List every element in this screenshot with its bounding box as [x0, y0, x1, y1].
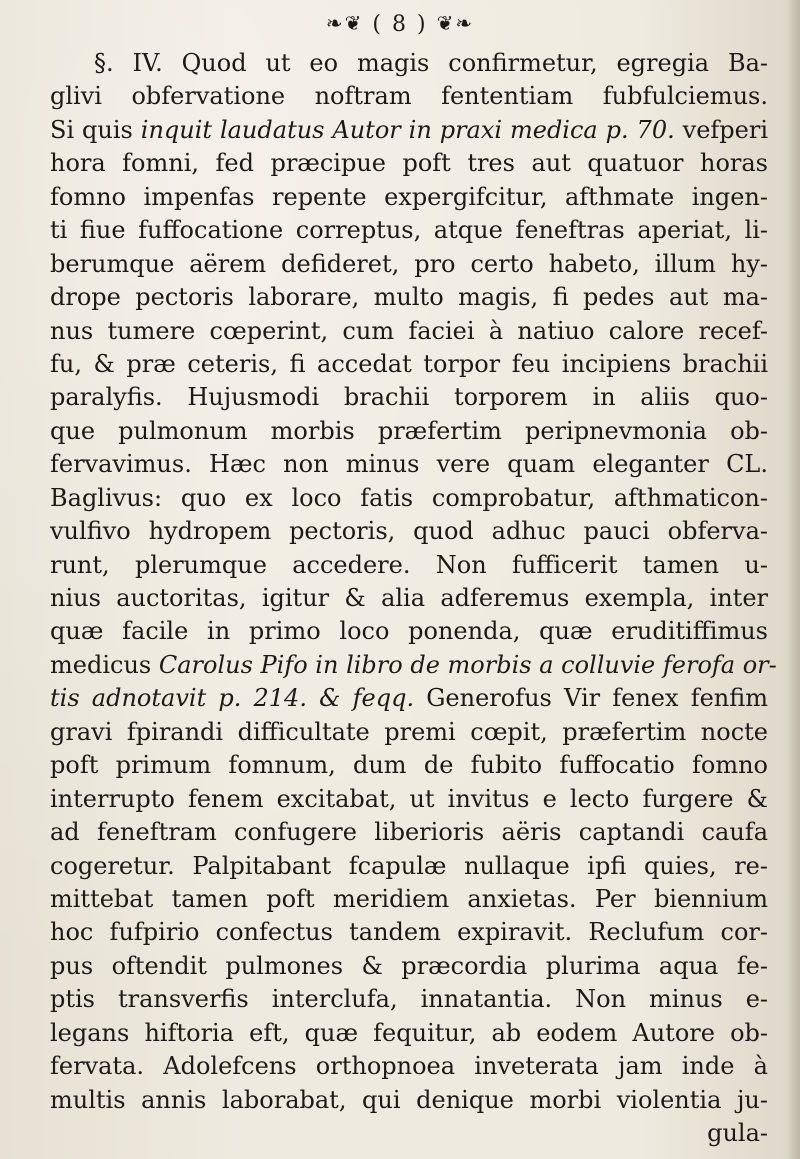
italic-segment: Carolus Pifo in libro de morbis a colluvie ferofa or- — [158, 650, 777, 679]
text-line — [50, 114, 768, 147]
text-segment: nius auctoritas, igitur & alia adferemus exempla, inter — [50, 584, 768, 612]
text-segment: fervavimus. Hæc non minus vere quam eleganter CL. — [50, 450, 768, 479]
text-line — [50, 549, 768, 582]
text-segment: gula- — [707, 1119, 768, 1147]
text-segment: fervata. Adolefcens orthopnoea inveterata jam inde à — [50, 1052, 768, 1081]
text-segment: mittebat tamen poft meridiem anxietas. Per biennium — [50, 884, 768, 913]
text-segment: Si quis — [50, 115, 141, 144]
text-line — [50, 1084, 768, 1117]
text-line — [50, 582, 768, 615]
text-line — [50, 816, 768, 849]
text-segment: ti fiue fuffocatione correptus, atque feneftras aperiat, li- — [50, 216, 768, 245]
text-line — [50, 315, 768, 348]
text-line — [50, 448, 768, 481]
text-segment: que pulmonum morbis præfertim peripnevmonia ob- — [50, 416, 768, 445]
text-segment: hora fomni, fed præcipue poft tres aut quatuor horas — [50, 149, 768, 178]
text-line — [50, 415, 768, 448]
text-line — [50, 983, 768, 1016]
text-segment: fu, & præ ceteris, fi accedat torpor feu incipiens brachii — [50, 349, 768, 378]
text-segment: berumque aërem defideret, pro certo habeto, illum hy- — [50, 249, 768, 278]
text-segment: ptis transverfis interclufa, innatantia. Non minus e- — [50, 985, 768, 1014]
text-line — [50, 281, 768, 314]
page-header — [0, 12, 800, 37]
text-line — [50, 47, 768, 80]
text-line — [50, 615, 768, 648]
text-line — [50, 248, 768, 281]
text-line — [50, 1017, 768, 1050]
text-segment: glivi obfervatione noftram fententiam fubfulciemus. — [50, 82, 768, 111]
text-segment: vulfivo hydropem pectoris, quod adhuc pauci obferva- — [50, 517, 768, 546]
text-segment: quæ facile in primo loco ponenda, quæ eruditiffimus — [50, 617, 768, 646]
text-segment: vefperi — [674, 115, 768, 144]
italic-segment: tis adnotavit p. 214. & feqq. — [50, 684, 415, 713]
ornament-right-icon: ❦❧ — [436, 11, 475, 35]
page-number: ( 8 ) — [372, 12, 428, 37]
text-line — [50, 649, 777, 682]
text-line — [50, 916, 768, 949]
text-segment: legans hiftoria eft, quæ fequitur, ab eodem Autore ob- — [50, 1018, 768, 1047]
text-segment: paralyfis. Hujusmodi brachii torporem in aliis quo- — [50, 383, 768, 412]
body-text — [50, 47, 777, 1150]
text-line — [50, 348, 768, 381]
text-segment: poft primum fomnum, dum de fubito fuffocatio fomno — [50, 751, 768, 780]
text-line — [50, 381, 768, 414]
text-segment: interrupto fenem excitabat, ut invitus e lecto furgere & — [50, 784, 768, 813]
text-segment: runt, plerumque accedere. Non fufficerit tamen u- — [50, 550, 768, 579]
text-line — [50, 682, 768, 715]
page-edge-shadow — [786, 0, 800, 1159]
text-segment: §. IV. Quod ut eo magis confirmetur, egregia Ba- — [94, 49, 768, 77]
text-segment: Generofus Vir fenex fenfim — [414, 684, 768, 713]
text-line — [50, 515, 768, 548]
text-line — [50, 883, 768, 916]
text-line — [50, 482, 768, 515]
text-line — [50, 749, 768, 782]
text-line — [50, 1050, 768, 1083]
text-line — [50, 716, 768, 749]
text-segment: gravi fpirandi difficultate premi cœpit, præfertim nocte — [50, 717, 768, 746]
text-segment: cogeretur. Palpitabant fcapulæ nullaque ipfi quies, re- — [50, 851, 768, 880]
text-segment: hoc fufpirio confectus tandem expiravit. Reclufum cor- — [50, 918, 768, 947]
text-line — [50, 850, 768, 883]
text-line — [50, 950, 768, 983]
text-line — [50, 1117, 768, 1150]
text-segment: drope pectoris laborare, multo magis, fi pedes aut ma- — [50, 283, 768, 312]
text-line — [50, 214, 768, 247]
text-segment: pus oftendit pulmones & præcordia plurima aqua fe- — [50, 951, 768, 980]
text-line — [50, 783, 768, 816]
text-segment: Baglivus: quo ex loco fatis comprobatur, afthmaticon- — [50, 483, 768, 512]
text-segment: fomno impenfas repente expergifcitur, afthmate ingen- — [50, 182, 768, 211]
text-line — [50, 80, 768, 113]
text-line — [50, 181, 768, 214]
ornament-left-icon: ❧❦ — [325, 11, 364, 35]
text-segment: medicus — [50, 650, 159, 679]
italic-segment: inquit laudatus Autor in praxi medica p. 70. — [140, 115, 675, 144]
text-segment: multis annis laborabat, qui denique morbi violentia ju- — [50, 1085, 768, 1114]
text-segment: nus tumere cœperint, cum faciei à natiuo calore recef- — [50, 316, 768, 345]
text-line — [50, 147, 768, 180]
text-segment: ad feneftram confugere liberioris aëris captandi caufa — [50, 818, 768, 847]
